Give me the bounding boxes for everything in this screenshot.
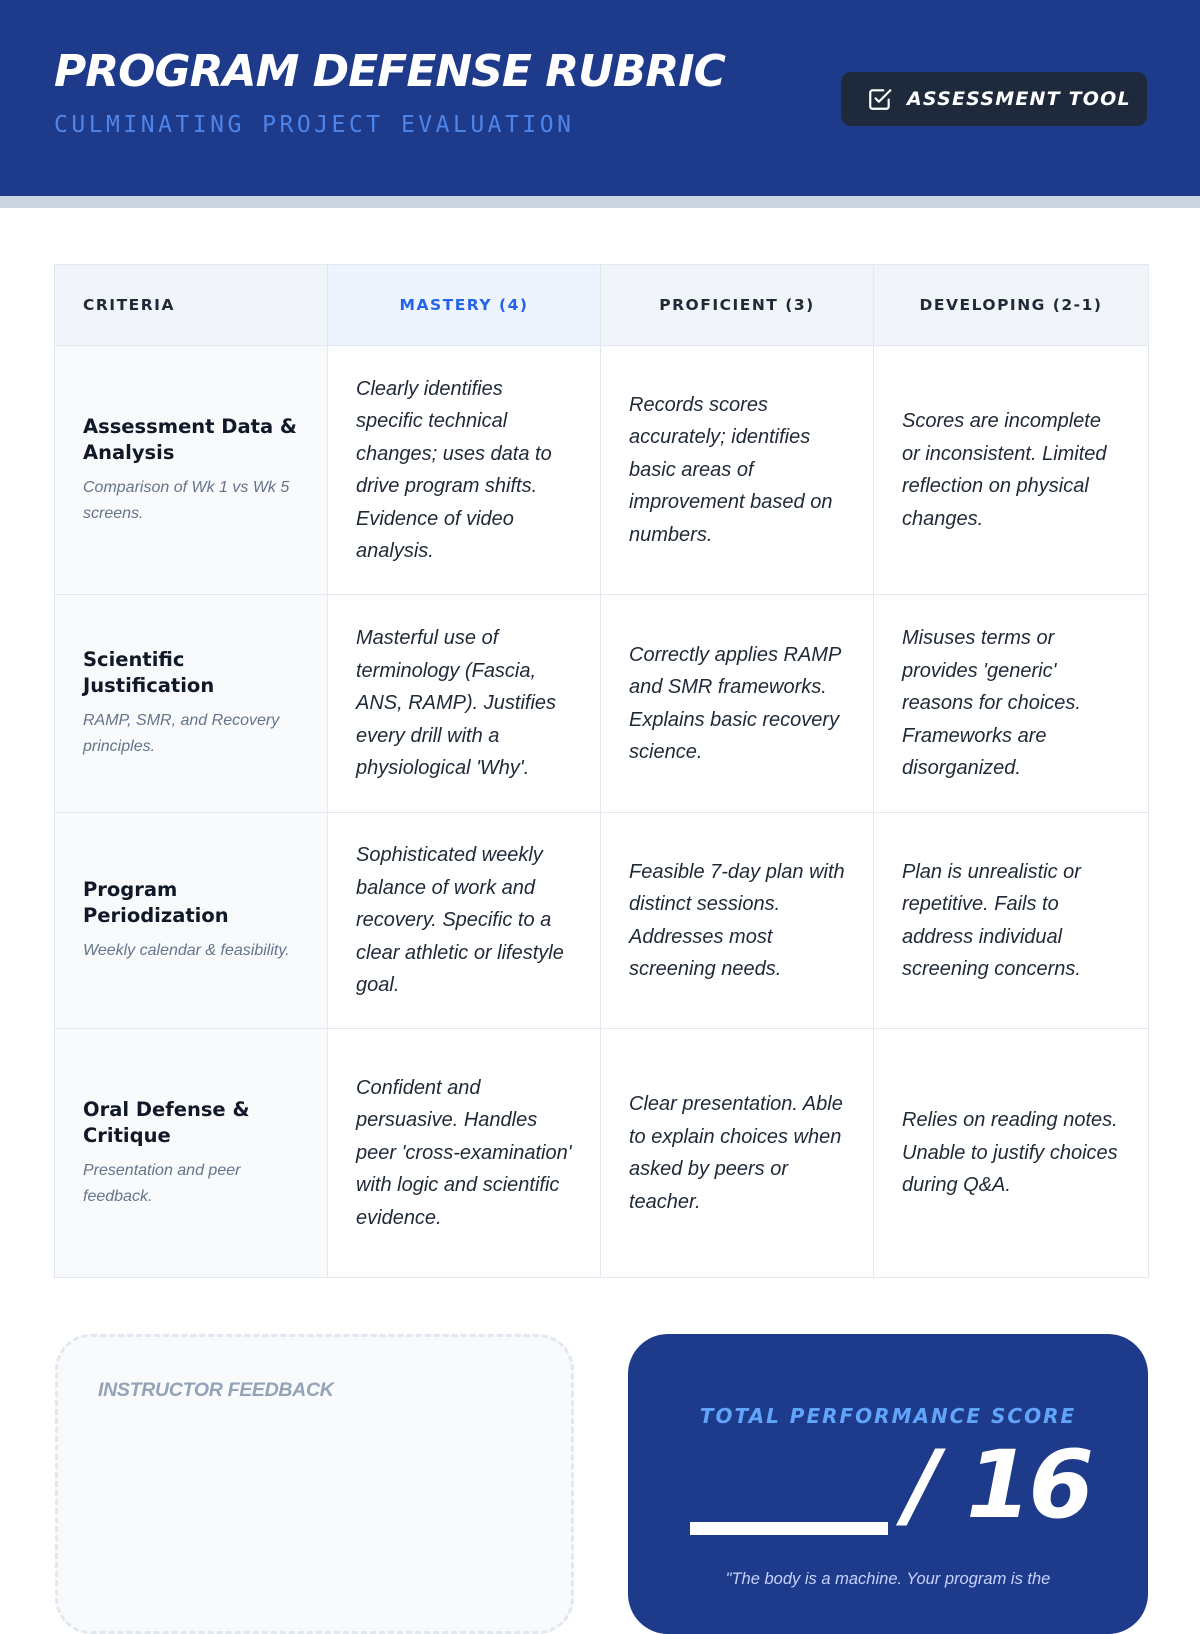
instructor-feedback-box[interactable] bbox=[55, 1334, 574, 1634]
table-row bbox=[55, 813, 1149, 1029]
column-header-criteria: CRITERIA bbox=[55, 265, 328, 346]
mastery-cell: Sophisticated weekly balance of work and recovery. Specific to a clear athletic or lifestyle goal. bbox=[328, 813, 601, 1029]
criteria-subtitle: Presentation and peer feedback. bbox=[83, 1161, 241, 1205]
table-row bbox=[55, 1029, 1149, 1278]
developing-cell: Relies on reading notes. Unable to justify choices during Q&A. bbox=[874, 1029, 1149, 1278]
criteria-cell bbox=[55, 595, 328, 813]
column-header-developing: DEVELOPING (2-1) bbox=[874, 265, 1149, 346]
rubric-table bbox=[54, 264, 1149, 1278]
criteria-subtitle: Comparison of Wk 1 vs Wk 5 screens. bbox=[83, 478, 290, 522]
page-title: PROGRAM DEFENSE RUBRIC bbox=[54, 46, 725, 97]
criteria-subtitle: Weekly calendar & feasibility. bbox=[83, 942, 290, 959]
table-row bbox=[55, 346, 1149, 595]
assessment-tool-badge bbox=[841, 72, 1147, 126]
mastery-cell: Masterful use of terminology (Fascia, ANS, RAMP). Justifies every drill with a physiological 'Why'. bbox=[328, 595, 601, 813]
proficient-cell: Feasible 7-day plan with distinct sessions. Addresses most screening needs. bbox=[601, 813, 874, 1029]
criteria-name: Program Periodization bbox=[83, 878, 229, 927]
score-quote: "The body is a machine. Your program is the bbox=[725, 1570, 1051, 1588]
proficient-cell: Clear presentation. Able to explain choices when asked by peers or teacher. bbox=[601, 1029, 874, 1278]
mastery-cell: Clearly identifies specific technical changes; uses data to drive program shifts. Evidence of video analysis. bbox=[328, 346, 601, 595]
total-score-label: TOTAL PERFORMANCE SCORE bbox=[699, 1404, 1077, 1428]
page-subtitle: CULMINATING PROJECT EVALUATION bbox=[54, 112, 575, 138]
developing-cell: Plan is unrealistic or repetitive. Fails to address individual screening concerns. bbox=[874, 813, 1149, 1029]
proficient-cell: Correctly applies RAMP and SMR frameworks. Explains basic recovery science. bbox=[601, 595, 874, 813]
mastery-cell: Confident and persuasive. Handles peer 'cross-examination' with logic and scientific evidence. bbox=[328, 1029, 601, 1278]
score-blank-line[interactable] bbox=[690, 1522, 888, 1535]
score-total: / 16 bbox=[905, 1431, 1091, 1540]
developing-cell: Scores are incomplete or inconsistent. Limited reflection on physical changes. bbox=[874, 346, 1149, 595]
page-header bbox=[0, 0, 1200, 208]
instructor-feedback-label: INSTRUCTOR FEEDBACK bbox=[98, 1379, 334, 1401]
rubric-header-row bbox=[55, 265, 1149, 346]
column-header-proficient: PROFICIENT (3) bbox=[601, 265, 874, 346]
proficient-cell: Records scores accurately; identifies basic areas of improvement based on numbers. bbox=[601, 346, 874, 595]
criteria-cell bbox=[55, 346, 328, 595]
badge-label: ASSESSMENT TOOL bbox=[907, 88, 1131, 110]
criteria-name: Assessment Data & Analysis bbox=[83, 414, 297, 464]
developing-cell: Misuses terms or provides 'generic' reasons for choices. Frameworks are disorganized. bbox=[874, 595, 1149, 813]
criteria-cell bbox=[55, 813, 328, 1029]
total-score-panel bbox=[628, 1334, 1148, 1634]
column-header-mastery: MASTERY (4) bbox=[328, 265, 601, 346]
table-row bbox=[55, 595, 1149, 813]
criteria-subtitle: RAMP, SMR, and Recovery principles. bbox=[83, 712, 280, 755]
criteria-name: Oral Defense & Critique bbox=[83, 1097, 250, 1147]
checkbox-edit-icon bbox=[867, 86, 893, 112]
criteria-cell bbox=[55, 1029, 328, 1278]
criteria-name: Scientific Justification bbox=[83, 648, 215, 697]
